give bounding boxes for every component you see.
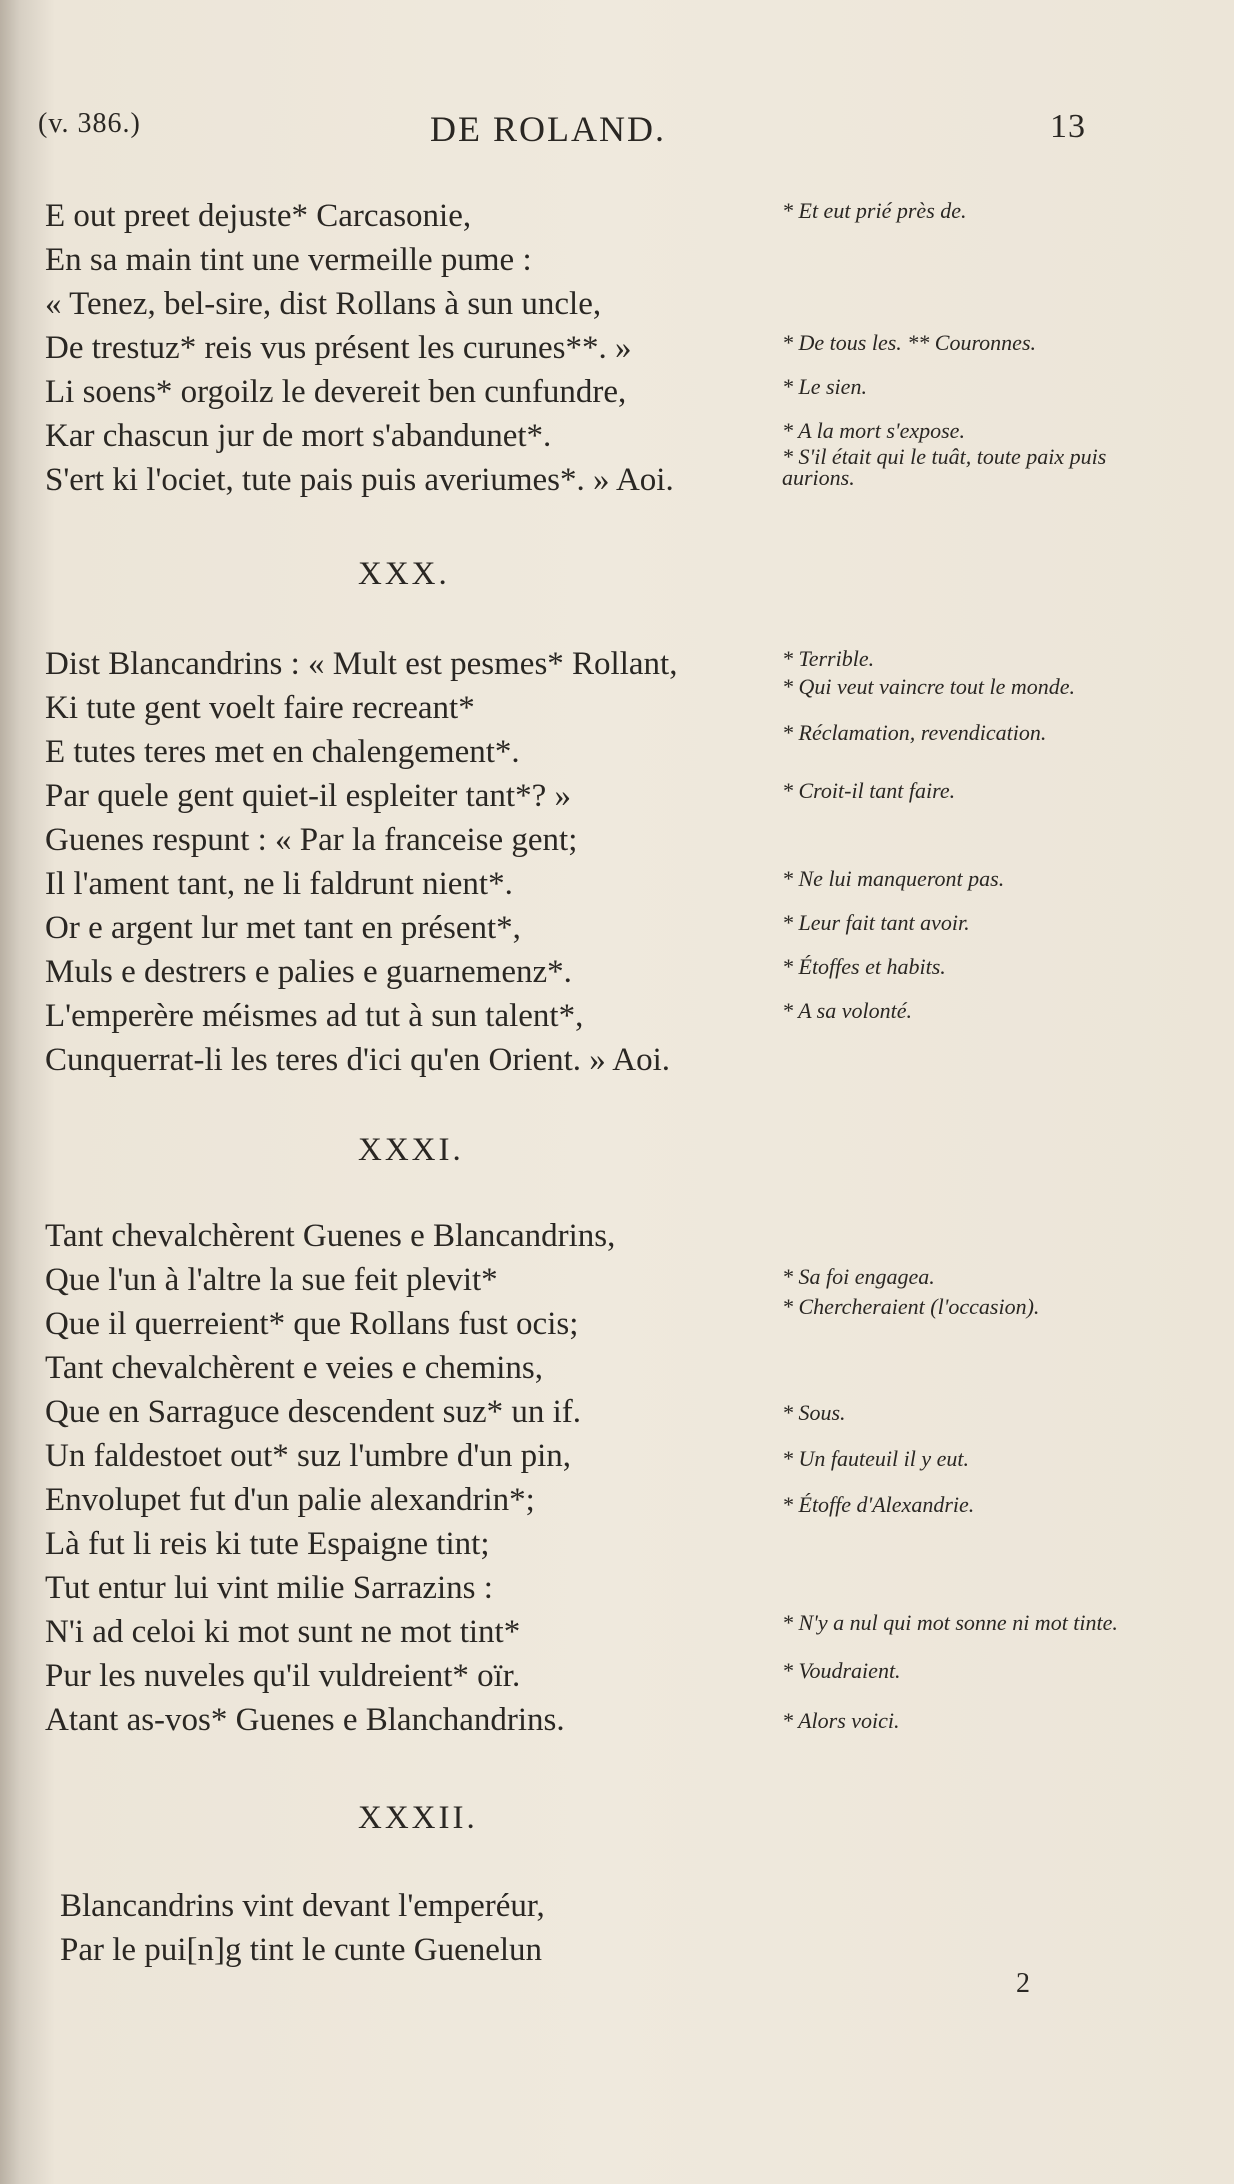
verse-line: Muls e destrers e palies e guarnemenz*. [45, 954, 572, 990]
gloss-note: * Leur fait tant avoir. [782, 910, 970, 935]
gloss-note: * Sous. [782, 1400, 846, 1425]
gloss-note: * N'y a nul qui mot sonne ni mot tinte. [782, 1610, 1118, 1635]
gloss-note: * Et eut prié près de. [782, 198, 967, 223]
gloss-note: * Un fauteuil il y eut. [782, 1446, 969, 1471]
verse-line: Guenes respunt : « Par la franceise gent; [45, 822, 578, 858]
verse-line: Pur les nuveles qu'il vuldreient* oïr. [45, 1658, 521, 1694]
verse-line: Blancandrins vint devant l'emperéur, [60, 1888, 545, 1924]
gloss-note: * Étoffes et habits. [782, 954, 946, 979]
verse-line: Tant chevalchèrent Guenes e Blancandrins, [45, 1218, 616, 1254]
gloss-note: * Croit-il tant faire. [782, 778, 956, 803]
verse-line: Que en Sarraguce descendent suz* un if. [45, 1394, 582, 1430]
gloss-note: * Ne lui manqueront pas. [782, 866, 1005, 891]
verse-line: E out preet dejuste* Carcasonie, [45, 198, 472, 234]
gloss-note: * De tous les. ** Couronnes. [782, 330, 1037, 355]
verse-line: Li soens* orgoilz le devereit ben cunfundre, [45, 374, 627, 410]
verse-line: De trestuz* reis vus présent les curunes**. » [45, 330, 632, 366]
verse-line: Par le pui[n]g tint le cunte Guenelun [60, 1932, 543, 1968]
gloss-note: * Alors voici. [782, 1708, 900, 1733]
section-heading: XXXII. [358, 1800, 478, 1836]
running-title: DE ROLAND. [430, 109, 666, 149]
verse-range: (v. 386.) [38, 108, 141, 139]
verse-line: Un faldestoet out* suz l'umbre d'un pin, [45, 1438, 572, 1474]
gloss-note: * Réclamation, revendication. [782, 720, 1047, 745]
gloss-note: * A la mort s'expose. [782, 418, 965, 443]
verse-line: Atant as-vos* Guenes e Blanchandrins. [45, 1702, 565, 1738]
gloss-note: * A sa volonté. [782, 998, 912, 1023]
verse-line: « Tenez, bel-sire, dist Rollans à sun uncle, [45, 286, 602, 322]
verse-line: En sa main tint une vermeille pume : [45, 242, 532, 278]
verse-line: S'ert ki l'ociet, tute pais puis averiumes*. » Aoi. [45, 462, 674, 498]
gloss-note: * Chercheraient (l'occasion). [782, 1294, 1040, 1319]
verse-line: E tutes teres met en chalengement*. [45, 734, 520, 770]
section-heading: XXX. [358, 556, 450, 592]
gloss-note: * Terrible. [782, 646, 875, 671]
gloss-note: * Qui veut vaincre tout le monde. [782, 674, 1076, 699]
verse-line: Il l'ament tant, ne li faldrunt nient*. [45, 866, 513, 902]
verse-line: Tut entur lui vint milie Sarrazins : [45, 1570, 493, 1606]
gloss-note: * Étoffe d'Alexandrie. [782, 1492, 975, 1517]
signature-mark: 2 [1016, 1968, 1030, 1999]
section-heading: XXXI. [358, 1132, 464, 1168]
verse-line: N'i ad celoi ki mot sunt ne mot tint* [45, 1614, 521, 1650]
verse-line: Ki tute gent voelt faire recreant* [45, 690, 475, 726]
gloss-note: * S'il était qui le tuât, toute paix puis aurions. [782, 444, 1107, 490]
verse-line: Kar chascun jur de mort s'abandunet*. [45, 418, 552, 454]
verse-line: Là fut li reis ki tute Espaigne tint; [45, 1526, 490, 1562]
gloss-note: * Sa foi engagea. [782, 1264, 935, 1289]
verse-line: Or e argent lur met tant en présent*, [45, 910, 521, 946]
verse-line: L'emperère méismes ad tut à sun talent*, [45, 998, 584, 1034]
verse-line: Tant chevalchèrent e veies e chemins, [45, 1350, 543, 1386]
verse-line: Que l'un à l'altre la sue feit plevit* [45, 1262, 498, 1298]
page-number: 13 [1050, 108, 1086, 145]
verse-line: Dist Blancandrins : « Mult est pesmes* Rollant, [45, 646, 678, 682]
gloss-note: * Le sien. [782, 374, 867, 399]
verse-line: Cunquerrat-li les teres d'ici qu'en Orient. » Aoi. [45, 1042, 670, 1078]
verse-line: Que il querreient* que Rollans fust ocis; [45, 1306, 579, 1342]
verse-line: Par quele gent quiet-il espleiter tant*? » [45, 778, 571, 814]
gloss-note: * Voudraient. [782, 1658, 901, 1683]
verse-line: Envolupet fut d'un palie alexandrin*; [45, 1482, 535, 1518]
